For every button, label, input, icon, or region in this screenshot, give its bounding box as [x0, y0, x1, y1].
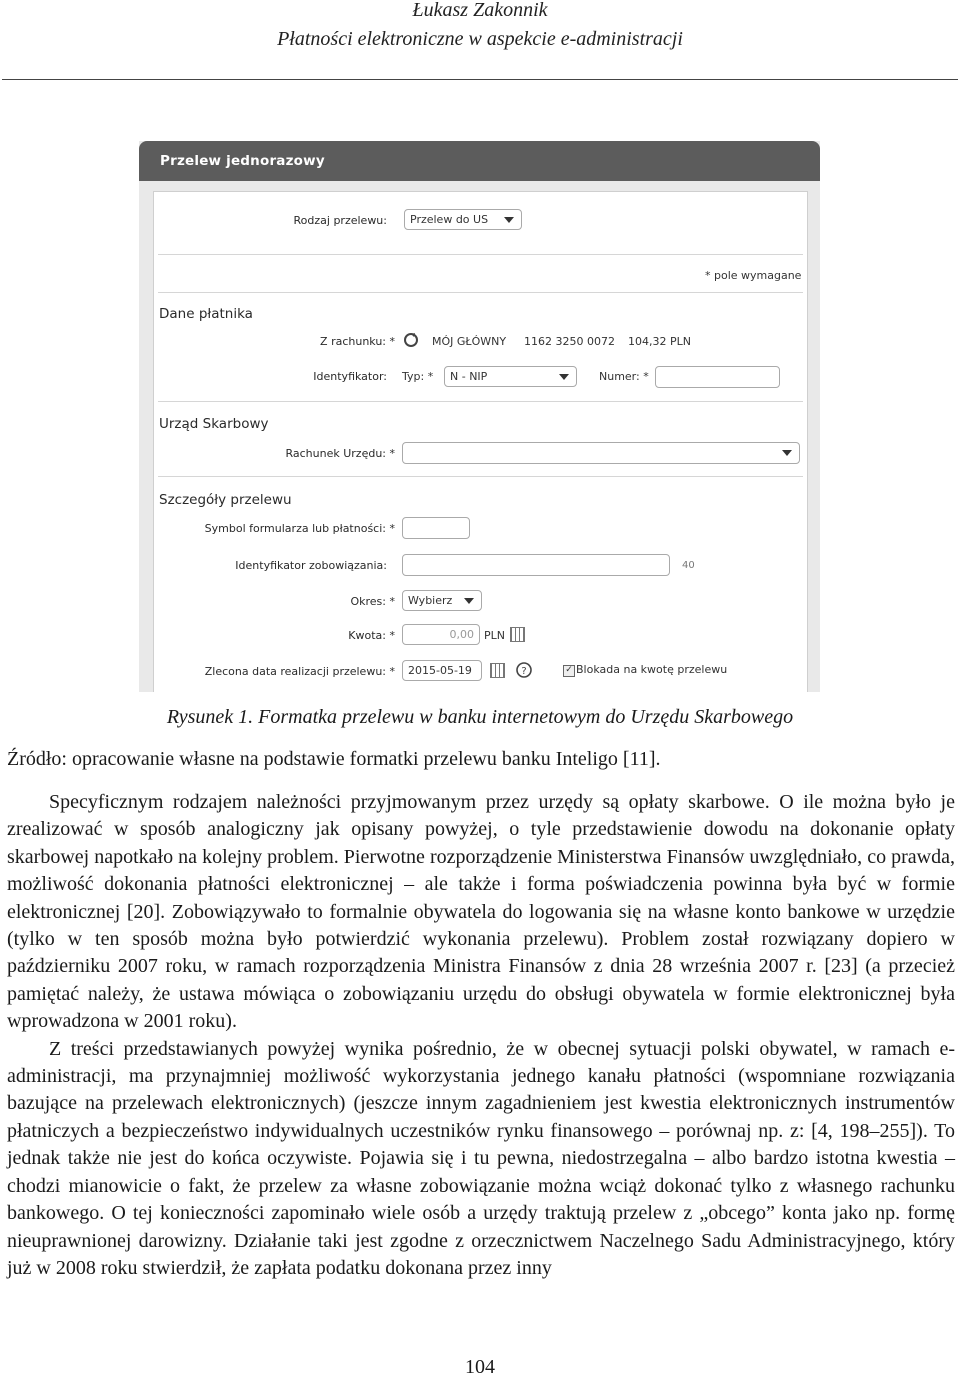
identifier-label: Identyfikator: — [313, 370, 387, 383]
divider — [158, 292, 803, 293]
header-title: Płatności elektroniczne w aspekcie e-administracji — [277, 28, 683, 50]
char-limit: 40 — [682, 560, 695, 571]
from-account-label: Z rachunku: * — [320, 335, 395, 348]
obligation-id-input[interactable] — [402, 554, 670, 576]
period-value: Wybierz — [408, 594, 453, 607]
details-section-title: Szczegóły przelewu — [159, 492, 292, 508]
id-type-select[interactable] — [444, 366, 577, 387]
divider — [158, 254, 803, 255]
figure-screenshot — [139, 141, 820, 692]
block-amount-checkbox[interactable]: ✓ — [563, 665, 575, 677]
currency-label: PLN — [484, 629, 505, 642]
account-number: 1162 3250 0072 — [524, 335, 615, 348]
paragraph: Specyficznym rodzajem należności przyjmowanym przez urzędy są opłaty skarbowe. O ile można było je zrealizować w sposób analogiczny jak opisany powyżej, o tyle przedstawienie dowodu na dokonanie opłaty skarbowej napotkało na kolejny problem. Pierwotne rozporządzenie Ministerstwa Finansów uwzględniało, co prawda, możliwość dokonania płatności elektronicznej – ale także i forma poświadczenia powinna była być w formie elektronicznej [20]. Zobowiązywało to formalnie obywatela do logowania się na własne konto bankowe w urzędzie (tylko w ten sposób można było potwierdzić wykonania przelewu). Problem został rozwiązany dopiero w październiku 2007 roku, w ramach rozporządzenia Ministra Finansów z dnia 28 września 2007 r. [23] (a przecież pamiętać należy, że ustawa mówiąca o zobowiązaniu urzędu do obsługi obywatela w formie elektronicznej była wprowadzona w 2001 roku). — [7, 791, 955, 1033]
required-note: * pole wymagane — [705, 269, 802, 282]
form-symbol-input[interactable] — [402, 517, 470, 539]
refresh-icon[interactable] — [403, 332, 419, 348]
divider — [158, 476, 803, 477]
calendar-icon[interactable] — [490, 663, 505, 678]
id-type-label: Typ: * — [402, 370, 434, 383]
paragraph: Z treści przedstawianych powyżej wynika pośrednio, że w obecnej sytuacji polski obywatel, w ramach e-administracji, ma przynajmniej możliwość wykorzystania jednego kanału płatności (wspomniane rozwiązania bazujące na przelewach elektronicznych) (jeszcze innym zagadnieniem jest kwestia elektronicznych instrumentów płatniczych a bezpieczeństwo indywidualnych uczestników rynku finansowego – porównaj np. z: [4, 198–255]). To jednak także nie jest do końca oczywiste. Pojawia się i tu pewna, niedostrzegalna – albo bardzo istotna kwestia – chodzi mianowicie o fakt, że przelew za własne zobowiązanie można wciąż dokonać tylko z własnego rachunku bankowego. O tej konieczności zapominało wiele osób a urzędy traktują przelew z „obcego” konta jako np. formę nieuprawnionej darowizny. Działanie taki jest zgodne z orzecznictwem Naczelnego Sadu Administracyjnego, który już w 2008 roku stwierdził, że zapłata podatku dokonana przez inny — [7, 1037, 955, 1279]
office-account-label: Rachunek Urzędu: * — [285, 447, 395, 460]
transfer-type-value: Przelew do US — [410, 213, 489, 226]
header-author: Łukasz Zakonnik — [412, 0, 548, 21]
office-account-select[interactable] — [402, 442, 800, 464]
id-type-value: N - NIP — [450, 370, 488, 383]
date-label: Zlecona data realizacji przelewu: * — [204, 665, 395, 678]
calculator-icon[interactable] — [510, 627, 525, 642]
body-text — [7, 789, 955, 1282]
amount-input[interactable] — [402, 624, 480, 645]
header-divider — [2, 79, 958, 80]
tax-office-section-title: Urząd Skarbowy — [159, 416, 269, 432]
account-balance: 104,32 PLN — [628, 335, 691, 348]
page-number: 104 — [465, 1356, 495, 1378]
amount-value: 0,00 — [449, 628, 474, 641]
account-name: MÓJ GŁÓWNY — [432, 335, 507, 348]
id-number-label: Numer: * — [599, 370, 649, 383]
date-value: 2015-05-19 — [408, 664, 472, 677]
divider — [158, 401, 803, 402]
figure-source: Źródło: opracowanie własne na podstawie formatki przelewu banku Inteligo [11]. — [7, 748, 661, 770]
form-title: Przelew jednorazowy — [160, 153, 325, 169]
block-amount-label: Blokada na kwotę przelewu — [576, 663, 728, 676]
date-input[interactable] — [402, 660, 482, 681]
figure-caption: Rysunek 1. Formatka przelewu w banku internetowym do Urzędu Skarbowego — [166, 706, 794, 728]
form-titlebar — [139, 141, 820, 181]
amount-label: Kwota: * — [348, 629, 395, 642]
transfer-type-select[interactable] — [404, 209, 522, 230]
payer-section-title: Dane płatnika — [159, 306, 253, 322]
help-icon[interactable] — [516, 662, 532, 678]
id-number-input[interactable] — [655, 366, 780, 388]
svg-text:?: ? — [521, 666, 527, 677]
period-select[interactable] — [402, 590, 482, 611]
period-label: Okres: * — [350, 595, 395, 608]
form-symbol-label: Symbol formularza lub płatności: * — [204, 522, 395, 535]
form-panel — [153, 191, 808, 692]
obligation-id-label: Identyfikator zobowiązania: — [235, 559, 387, 572]
transfer-type-label: Rodzaj przelewu: — [293, 214, 387, 227]
